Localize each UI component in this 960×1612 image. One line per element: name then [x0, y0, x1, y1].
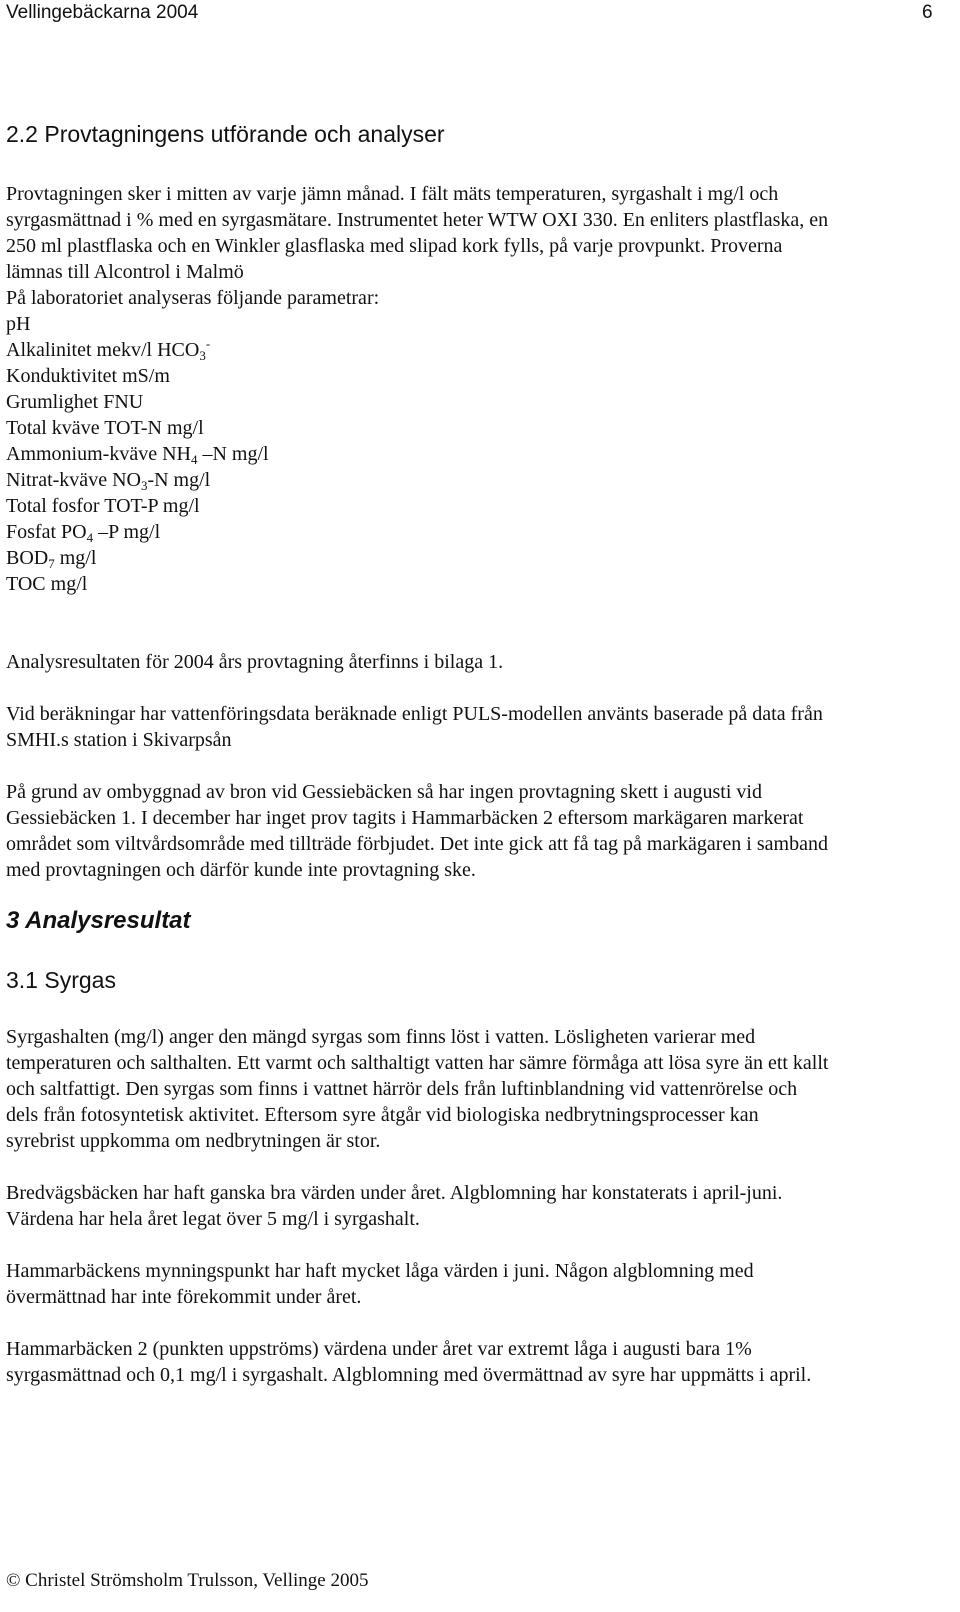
paragraph-line: 250 ml plastflaska och en Winkler glasflaska med slipad kork fylls, på varje provpunkt. Proverna	[6, 235, 783, 257]
page-number: 6	[922, 2, 933, 23]
param-grumlighet: Grumlighet FNU	[6, 391, 144, 413]
param-total-fosfor: Total fosfor TOT-P mg/l	[6, 495, 200, 517]
paragraph-line: På grund av ombyggnad av bron vid Gessiebäcken så har ingen provtagning skett i augusti vid	[6, 781, 762, 803]
paragraph-line: syrgasmättnad i % med en syrgasmätare. Instrumentet heter WTW OXI 330. En enliters plastflaska, en	[6, 209, 829, 231]
results-note: Analysresultaten för 2004 års provtagning återfinns i bilaga 1.	[6, 651, 504, 673]
paragraph-line: övermättnad har inte förekommit under året.	[6, 1286, 362, 1308]
paragraph-line: lämnas till Alcontrol i Malmö	[6, 261, 244, 283]
param-ph: pH	[6, 313, 31, 335]
paragraph-line: syrgasmättnad och 0,1 mg/l i syrgashalt. Algblomning med övermättnad av syre har uppmätts i april.	[6, 1364, 812, 1386]
paragraph-line: temperaturen och salthalten. Ett varmt och salthaltigt vatten har sämre förmåga att lösa syre än ett kallt	[6, 1052, 829, 1074]
param-konduktivitet: Konduktivitet mS/m	[6, 365, 170, 387]
paragraph-line: Värdena har hela året legat över 5 mg/l i syrgashalt.	[6, 1208, 420, 1230]
syrgas-intro-paragraph	[6, 1024, 954, 1154]
paragraph-line: SMHI.s station i Skivarpsån	[6, 729, 232, 751]
param-toc: TOC mg/l	[6, 573, 88, 595]
param-nitrat: Nitrat-kväve $NO_3-N$ mg/l	[6, 469, 211, 493]
sampling-paragraph	[6, 181, 954, 597]
param-ammonium: Ammonium-kväve $NH_4$ –N mg/l	[6, 443, 269, 467]
paragraph-line: Hammarbäcken 2 (punkten uppströms) värdena under året var extremt låga i augusti bara 1%	[6, 1338, 752, 1360]
paragraph-line: Bredvägsbäcken har haft ganska bra värden under året. Algblomning har konstaterats i april-juni.	[6, 1182, 783, 1204]
section-3-heading: 3 Analysresultat	[6, 907, 191, 934]
footer-copyright: © Christel Strömsholm Trulsson, Vellinge 2005	[6, 1570, 369, 1591]
paragraph-line: På laboratoriet analyseras följande parametrar:	[6, 287, 380, 309]
bredvagsbacken-paragraph	[6, 1180, 954, 1232]
paragraph-line: och saltfattigt. Den syrgas som finns i vattnet härrör dels från luftinblandning vid vattenrörelse och	[6, 1078, 798, 1100]
param-alkalinitet: Alkalinitet mekv/l $HCO_3^-$	[6, 336, 211, 363]
paragraph-line: syrebrist uppkomma om nedbrytningen är stor.	[6, 1130, 381, 1152]
paragraph-line: Provtagningen sker i mitten av varje jämn månad. I fält mäts temperaturen, syrgashalt i mg/l och	[6, 183, 779, 205]
paragraph-line: dels från fotosyntetisk aktivitet. Eftersom syre åtgår vid biologiska nedbrytningsprocesser kan	[6, 1104, 759, 1126]
param-total-kvave: Total kväve TOT-N mg/l	[6, 417, 204, 439]
paragraph-line: Syrgashalten (mg/l) anger den mängd syrgas som finns löst i vatten. Lösligheten varierar med	[6, 1026, 756, 1048]
puls-paragraph	[6, 701, 954, 753]
param-bod: $BOD_7$ mg/l	[6, 547, 97, 571]
paragraph-line: området som viltvårdsområde med tillträde förbjudet. Det inte gick att få tag på markägaren i samband	[6, 833, 828, 855]
paragraph-line: Hammarbäckens mynningspunkt har haft mycket låga värden i juni. Någon algblomning med	[6, 1260, 754, 1282]
hammarbacken-paragraph	[6, 1258, 954, 1310]
paragraph-line: med provtagningen och därför kunde inte provtagning ske.	[6, 859, 476, 881]
param-fosfat: Fosfat $PO_4$ –P mg/l	[6, 521, 161, 545]
paragraph-line: Gessiebäcken 1. I december har inget prov tagits i Hammarbäcken 2 eftersom markägaren markerat	[6, 807, 804, 829]
section-3-1-heading: 3.1 Syrgas	[6, 967, 116, 993]
running-header-title: Vellingebäckarna 2004	[6, 2, 199, 23]
paragraph-line: Vid beräkningar har vattenföringsdata beräknade enligt PULS-modellen använts baserade på data från	[6, 703, 823, 725]
hammarbacken-2-paragraph	[6, 1336, 954, 1388]
gessie-paragraph	[6, 779, 954, 883]
section-2-2-heading: 2.2 Provtagningens utförande och analyser	[6, 121, 445, 147]
